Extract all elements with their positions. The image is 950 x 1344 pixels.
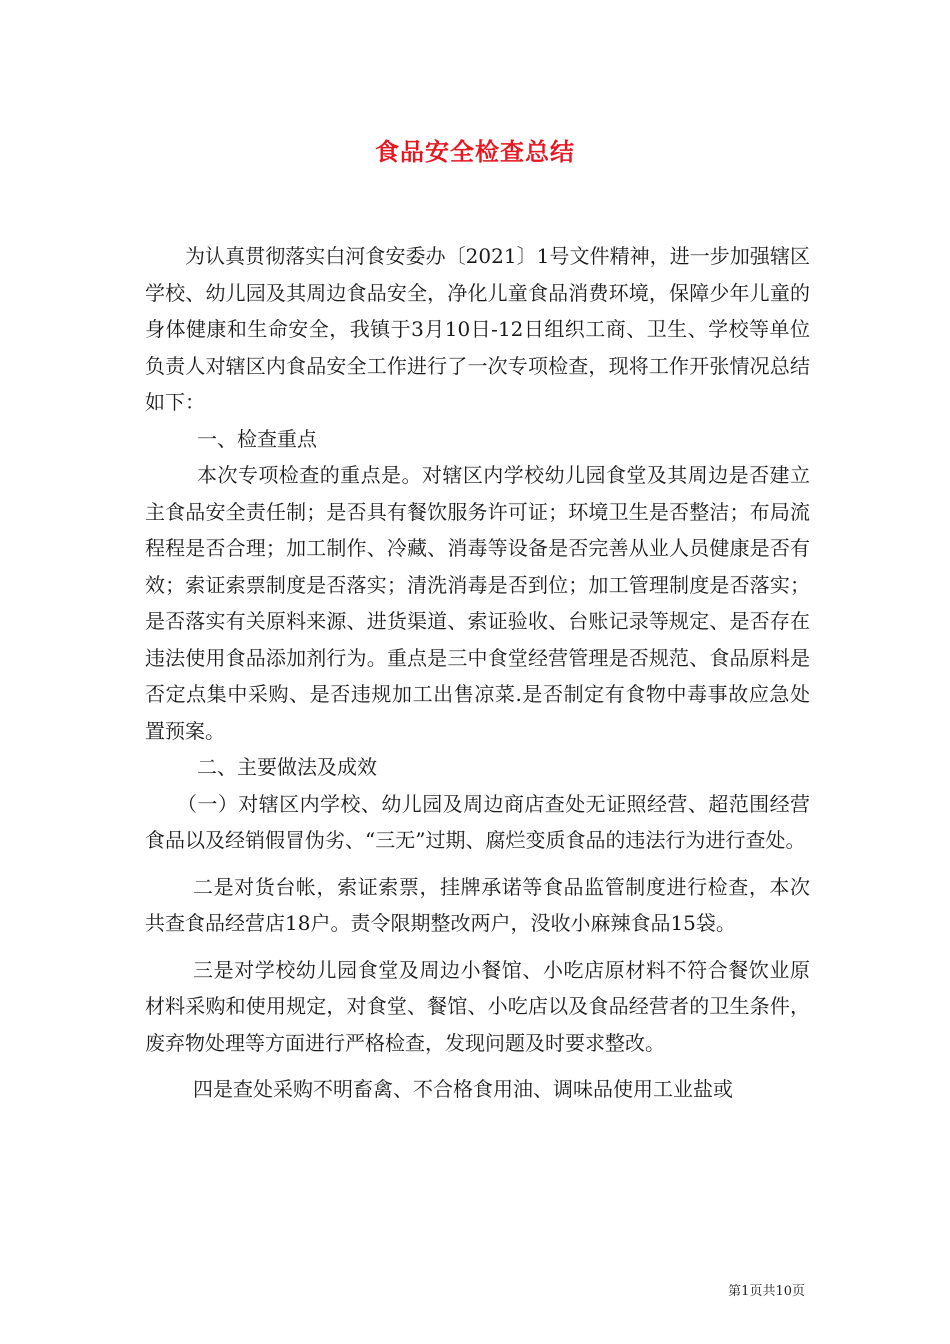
paragraph-intro: 为认真贯彻落实白河食安委办〔2021〕1号文件精神，进一步加强辖区学校、幼儿园及其周边食品安全，净化儿童食品消费环境，保障少年儿童的身体健康和生命安全，我镇于3月10日-12日组织工商、卫生、学校等单位负责人对辖区内食品安全工作进行了一次专项检查，现将工作开张情况总结如下：	[145, 244, 810, 414]
document-body	[145, 238, 810, 1108]
paragraph-inspection-focus: 本次专项检查的重点是。对辖区内学校幼儿园食堂及其周边是否建立主食品安全责任制；是否具有餐饮服务许可证；环境卫生是否整洁；布局流程程是否合理；加工制作、冷藏、消毒等设备是否完善从业人员健康是否有效；索证索票制度是否落实；清洗消毒是否到位；加工管理制度是否落实；是否落实有关原料来源、进货渠道、索证验收、台账记录等规定、是否存在违法使用食品添加剂行为。重点是三中食堂经营管理是否规范、食品原料是否定点集中采购、是否违规加工出售凉菜.是否制定有食物中毒事故应急处置预案。	[145, 463, 810, 743]
page-number: 第1页共10页	[728, 1284, 805, 1299]
section-heading-main-measures: 二、主要做法及成效	[197, 755, 377, 779]
section-heading-inspection-focus: 一、检查重点	[197, 426, 317, 451]
paragraph-measure-1: （一）对辖区内学校、幼儿园及周边商店查处无证照经营、超范围经营食品以及经销假冒伪劣、“三无”过期、腐烂变质食品的违法行为进行查处。	[145, 791, 810, 852]
document-title: 食品安全检查总结	[375, 137, 575, 166]
paragraph-measure-2: 二是对货台帐，索证索票，挂牌承诺等食品监管制度进行检查，本次共查食品经营店18户。责令限期整改两户，没收小麻辣食品15袋。	[145, 874, 810, 935]
paragraph-measure-3: 三是对学校幼儿园食堂及周边小餐馆、小吃店原材料不符合餐饮业原材料采购和使用规定，对食堂、餐馆、小吃店以及食品经营者的卫生条件，废弃物处理等方面进行严格检查，发现问题及时要求整改。	[145, 957, 810, 1055]
paragraph-measure-4: 四是查处采购不明畜禽、不合格食用油、调味品使用工业盐或	[193, 1077, 733, 1101]
